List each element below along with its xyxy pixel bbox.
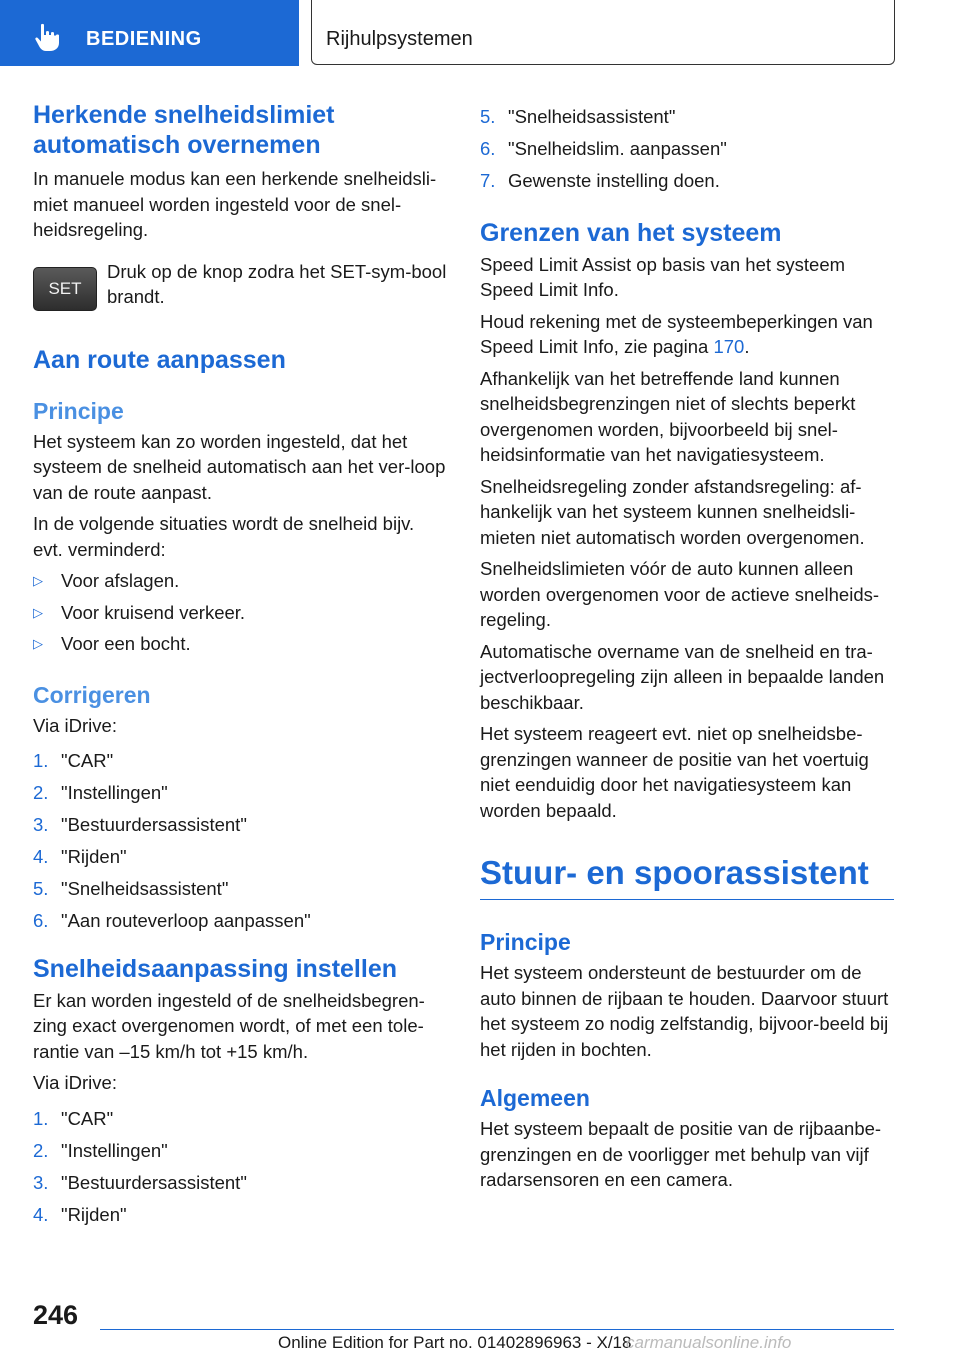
paragraph-grenzen-5: Snelheidslimieten vóór de auto kunnen alleen worden overgenomen voor de actieve snelheids-regeling.: [480, 558, 880, 630]
set-instruction: [33, 259, 447, 319]
heading-algemeen: Algemeen: [480, 1085, 590, 1111]
footer-divider: [100, 1329, 894, 1330]
triangle-bullet-icon: ▷: [33, 636, 43, 651]
heading-auto-overnemen: Herkende snelheidslimiet automatisch overnemen: [33, 101, 335, 159]
list-item: 5. "Snelheidsassistent": [33, 878, 229, 899]
list-item: ▷ Voor afslagen.: [33, 568, 447, 594]
triangle-bullet-icon: ▷: [33, 573, 43, 588]
paragraph-via-idrive: Via iDrive:: [33, 714, 117, 736]
list-item: 3. "Bestuurdersassistent": [33, 814, 247, 835]
heading-route-aanpassen: Aan route aanpassen: [33, 345, 286, 374]
list-item: 3. "Bestuurdersassistent": [33, 1171, 247, 1193]
paragraph-algemeen: Het systeem bepaalt de positie van de rijbaanbe-grenzingen en de voorligger met behulp van vijf radarsensoren en een camera.: [480, 1118, 882, 1190]
page-link[interactable]: 170: [713, 336, 745, 357]
list-item: 6. "Aan routeverloop aanpassen": [33, 910, 311, 931]
paragraph-situaties: In de volgende situaties wordt de snelheid bijv. evt. verminderd:: [33, 513, 415, 560]
list-item: 2. "Instellingen": [33, 782, 168, 803]
paragraph-principe: Het systeem kan zo worden ingesteld, dat het systeem de snelheid automatisch aan het ver-loop van de route aanpast.: [33, 430, 446, 503]
paragraph-auto-overnemen: In manuele modus kan een herkende snelheidsli-miet manueel worden ingesteld voor de snel-heidsregeling.: [33, 168, 437, 240]
list-item: 1. "CAR": [33, 1107, 114, 1129]
paragraph-principe-stuur: Het systeem ondersteunt de bestuurder om de auto binnen de rijbaan te houden. Daarvoor stuurt het systeem zo nodig zelfstandig, bijvoor-beeld bij het rijden in bochten.: [480, 962, 889, 1060]
set-button-icon: SET: [33, 267, 97, 311]
list-item: 4. "Rijden": [33, 846, 127, 867]
list-item: 4. "Rijden": [33, 1203, 127, 1225]
heading-stuur-spoorassistent: Stuur- en spoorassistent: [480, 854, 869, 891]
paragraph-via-idrive-2: Via iDrive:: [33, 1072, 117, 1093]
footer-edition: Online Edition for Part no. 01402896963 - X/18: [278, 1333, 632, 1352]
right-column: [480, 100, 894, 1193]
heading-corrigeren: Corrigeren: [33, 681, 151, 708]
paragraph-grenzen-7: Het systeem reageert evt. niet op snelheidsbe-grenzingen wanneer de positie van het voertuig niet eenduidig door het navigatiesysteem kan worden bepaald.: [480, 723, 869, 821]
page-number: 246: [33, 1300, 79, 1330]
paragraph-grenzen-2: Houd rekening met de systeembeperkingen van Speed Limit Info, zie pagina 170.: [480, 310, 873, 357]
bullet-list: [33, 568, 447, 657]
list-item: 2. "Instellingen": [33, 1139, 168, 1161]
chapter-label: BEDIENING: [86, 28, 202, 50]
heading-principe-stuur: Principe: [480, 929, 571, 955]
paragraph-grenzen-1: Speed Limit Assist op basis van het systeem Speed Limit Info.: [480, 253, 846, 300]
list-item: ▷ Voor een bocht.: [33, 631, 447, 657]
triangle-bullet-icon: ▷: [33, 604, 43, 620]
list-item: 1. "CAR": [33, 750, 114, 771]
set-instruction-text: Druk op de knop zodra het SET-sym-bool brandt.: [107, 260, 447, 307]
section-header: [311, 0, 895, 65]
steps-list-corrigeren: [33, 748, 447, 934]
steps-list-continued: [480, 104, 894, 194]
list-item: 7. Gewenste instelling doen.: [480, 170, 720, 191]
list-item: ▷ Voor kruisend verkeer.: [33, 600, 447, 626]
paragraph-grenzen-6: Automatische overname van de snelheid en tra-jectverloopregeling zijn alleen in bepaalde landen beschikbaar.: [480, 640, 885, 713]
section-title: Rijhulpsystemen: [326, 28, 473, 50]
touch-hand-icon: [32, 22, 64, 52]
list-item: 6. "Snelheidslim. aanpassen": [480, 138, 727, 159]
paragraph-grenzen-4: Snelheidsregeling zonder afstandsregeling: af-hankelijk van het systeem kunnen snelheidsli-mieten niet automatisch worden overgenomen.: [480, 475, 865, 548]
heading-snelheidsaanpassing: Snelheidsaanpassing instellen: [33, 954, 398, 983]
heading-principe: Principe: [33, 397, 124, 424]
left-column: [33, 100, 447, 1227]
paragraph-grenzen-3: Afhankelijk van het betreffende land kunnen snelheidsbegrenzingen niet of slechts beperkt overgenomen worden, bijvoorbeeld bij snel-heidsinformatie van het navigatiesysteem.: [480, 367, 856, 465]
heading-grenzen: Grenzen van het systeem: [480, 218, 782, 247]
list-item: 5. "Snelheidsassistent": [480, 106, 676, 127]
watermark-logo: carmanualsonline.info: [626, 1333, 792, 1352]
chapter-tab: [0, 0, 299, 66]
heading-divider: [480, 899, 894, 900]
paragraph-snelheidsaanpassing: Er kan worden ingesteld of de snelheidsbegren-zing exact overgenomen wordt, of met een tole-rantie van –15 km/h tot +15 km/h.: [33, 989, 425, 1062]
steps-list-snelheid: [33, 1106, 447, 1228]
